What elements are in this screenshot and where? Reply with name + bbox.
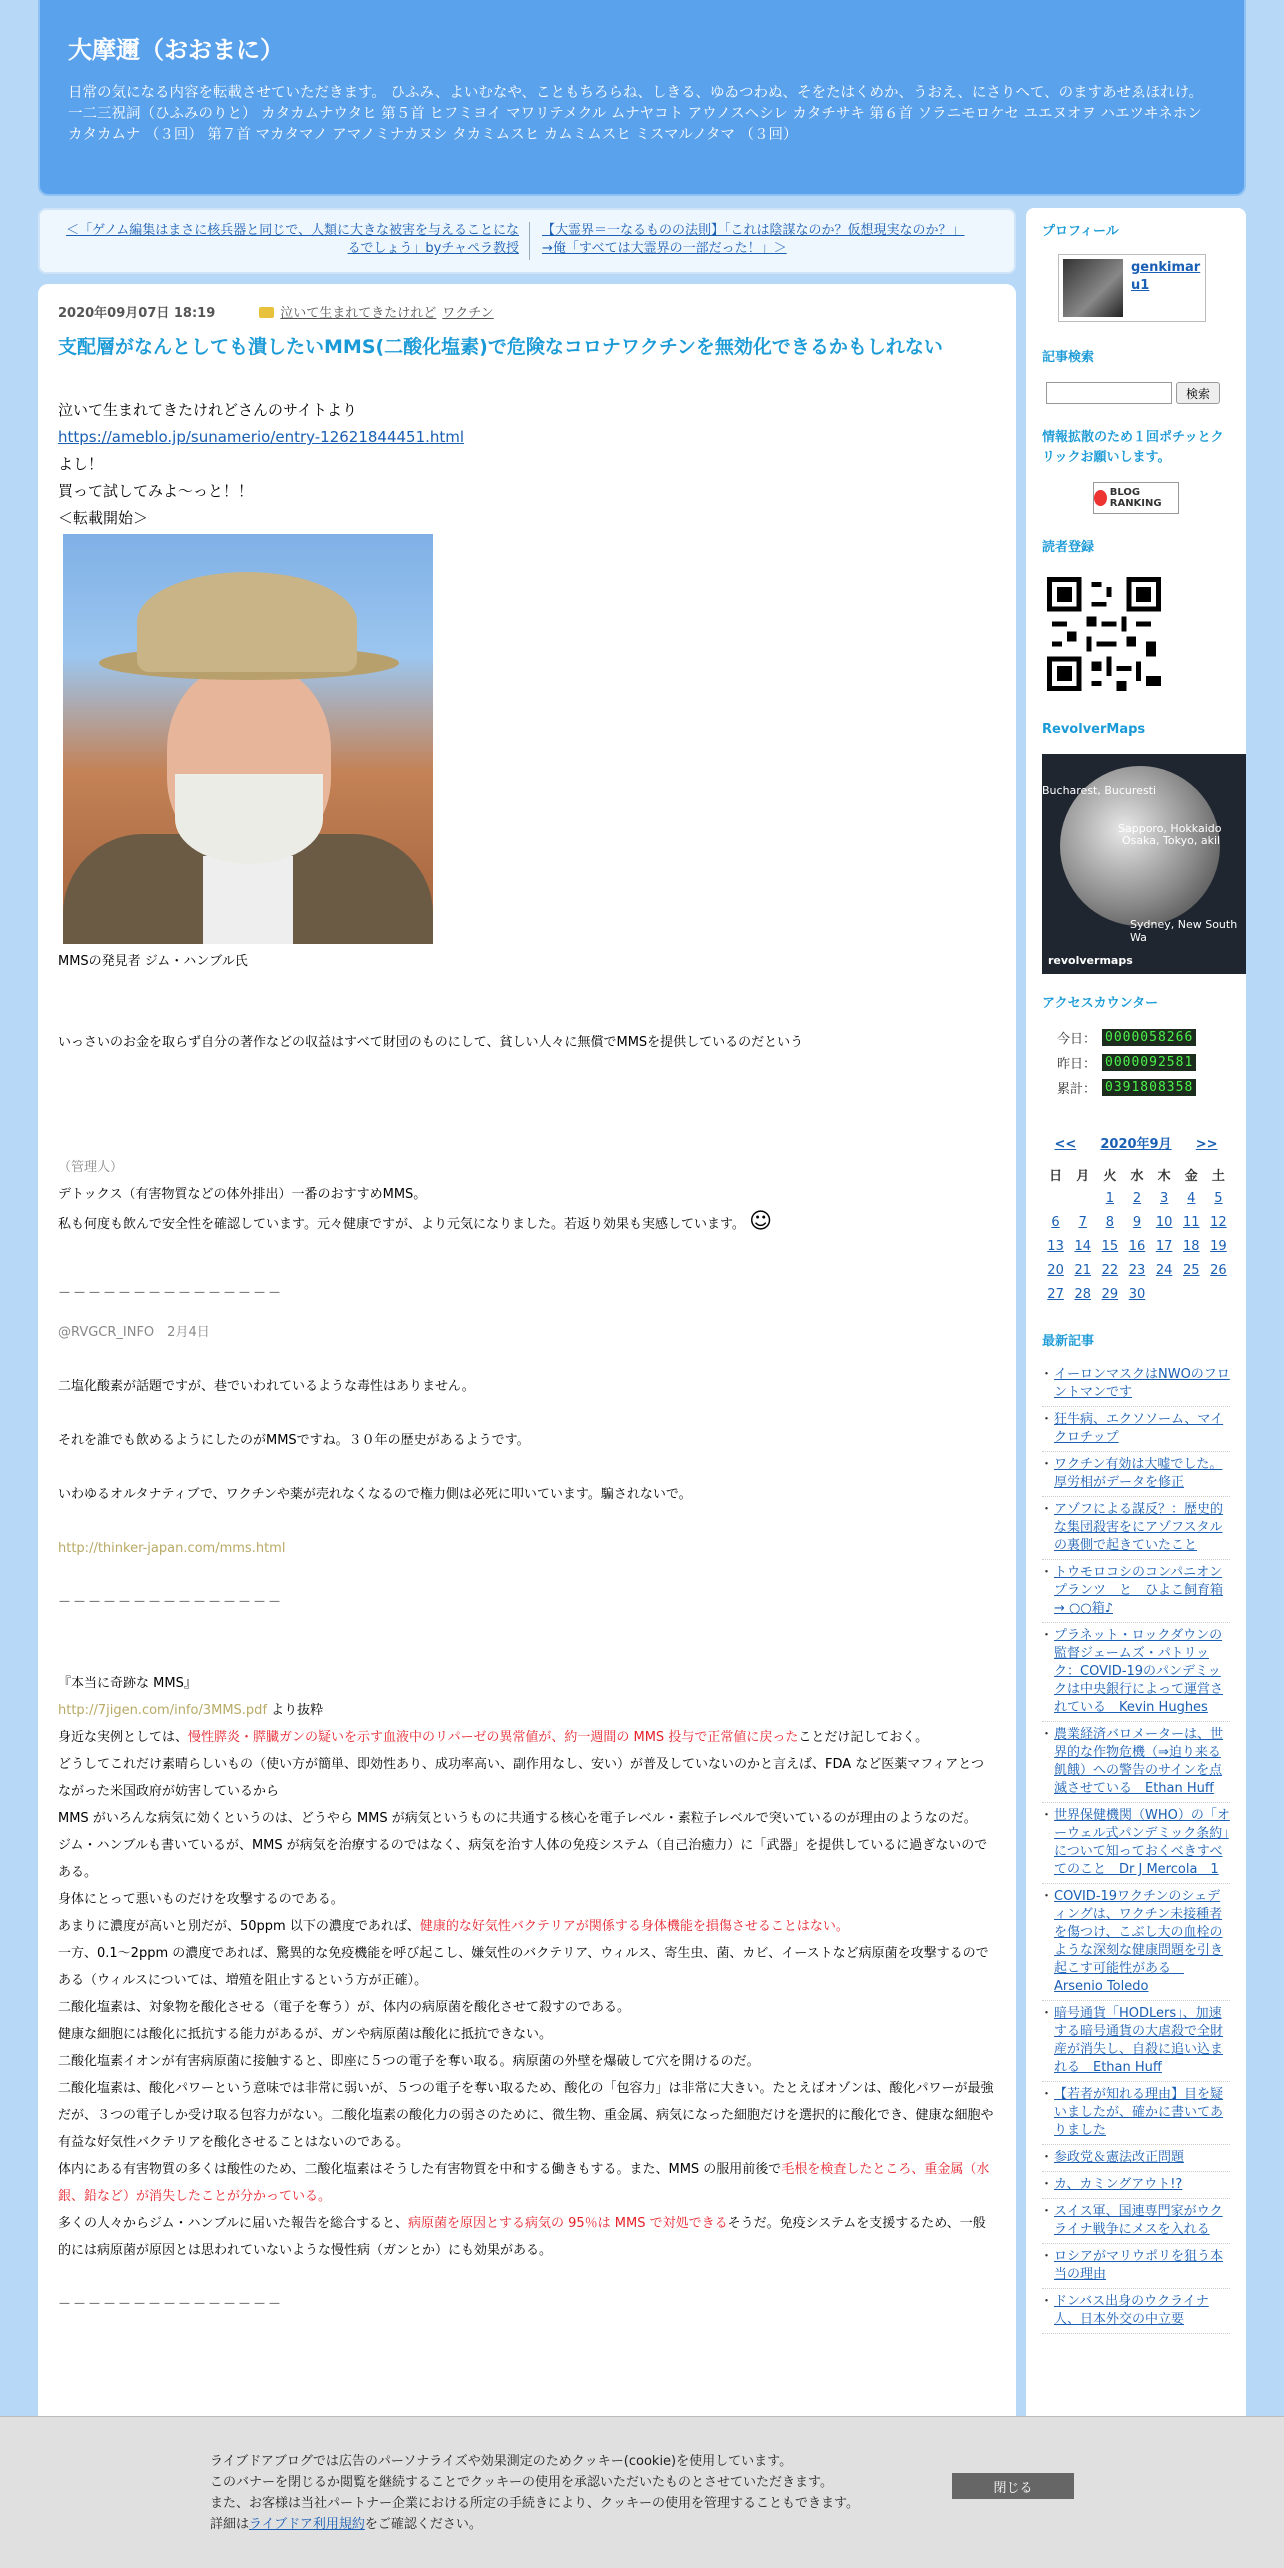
body-text: どうしてこれだけ素晴らしいもの（使い方が簡単、即効性あり、成功率高い、副作用なし、安い）が普及していないのかと言えば、FDA など医薬マフィアとつながった米国政府が妨害しているから	[58, 1757, 984, 1799]
body-text: ジム・ハンブルも書いているが、MMS が病気を治療するのではなく、病気を治す人体の免疫システム（自己治癒力）に「武器」を提供しているに過ぎないのである。	[58, 1838, 988, 1880]
search-input[interactable]	[1046, 382, 1172, 404]
calendar-day[interactable]	[1069, 1282, 1096, 1306]
highlight-text: 慢性膵炎・膵臓ガンの疑いを示す血液中のリパーゼの異常値が、約一週間の MMS 投与で正常値に戻った	[188, 1730, 799, 1745]
blog-title[interactable]: 大摩邇（おおまに）	[68, 36, 284, 64]
recent-item-link[interactable]: 【若者が知れる理由】目を疑いましたが、確かに書いてありました	[1054, 2087, 1224, 2138]
jim-humble-photo	[63, 534, 433, 944]
calendar-day[interactable]	[1151, 1186, 1178, 1210]
calendar-day[interactable]	[1069, 1210, 1096, 1234]
ranking-logo-icon	[1094, 490, 1107, 506]
sidebar	[1026, 208, 1246, 2568]
next-post-link[interactable]: 【大霊界＝一なるものの法則】「これは陰謀なのか？仮想現実なのか？」→俺「すべては大霊界の一部だった！」＞	[542, 223, 965, 256]
counter-label: 昨日：	[1056, 1057, 1096, 1072]
recent-item[interactable]	[1042, 1803, 1230, 1884]
article	[38, 284, 1016, 2568]
recent-item-link[interactable]: トウモロコシのコンパニオンプランツ と ひよこ飼育箱 → ○○箱♪	[1054, 1565, 1224, 1616]
recent-item[interactable]	[1042, 1722, 1230, 1803]
cookie-close-button[interactable]: 閉じる	[952, 2473, 1074, 2499]
calendar-day-link[interactable]: 8	[1105, 1214, 1114, 1230]
calendar-day[interactable]	[1042, 1210, 1069, 1234]
weekday: 水	[1130, 1168, 1144, 1184]
weekday: 木	[1157, 1168, 1171, 1184]
calendar-day-link[interactable]: 2	[1132, 1190, 1142, 1206]
body-text: ＜転載開始＞	[58, 509, 149, 527]
body-text: 二酸化塩素イオンが有害病原菌に接触すると、即座に５つの電子を奪い取る。病原菌の外壁を爆破して穴を開けるのだ。	[58, 2054, 760, 2069]
body-text: 二塩化酸素が話題ですが、巷でいわれているような毒性はありません。	[58, 1379, 475, 1394]
body-text: そうだ。免疫システムを支援するため、一般的には病原菌が原因とは思われていないような慢性病（ガンとか）にも効果がある。	[58, 2216, 986, 2258]
calendar-day[interactable]	[1042, 1234, 1069, 1258]
recent-item[interactable]	[1042, 1497, 1230, 1560]
post-body	[58, 397, 996, 2318]
separator: －－－－－－－－－－－－－－－	[58, 1595, 284, 1610]
recent-item-link[interactable]: 参政党＆憲法改正問題	[1054, 2150, 1185, 2165]
body-text: 買って試してみよ～っと！！	[58, 482, 254, 500]
calendar-day-link[interactable]: 11	[1183, 1214, 1200, 1230]
recent-item[interactable]	[1042, 2244, 1230, 2289]
map-label: Sydney, New South Wa	[1130, 918, 1238, 944]
body-text: 二酸化塩素は、酸化パワーという意味では非常に弱いが、５つの電子を奪い取るため、酸化の「包容力」は非常に大きい。たとえばオゾンは、酸化パワーが最強だが、３つの電子しか受け取る包容力がない。二酸化塩素の酸化力の弱さのために、微生物、重金属、病気になった細胞だけを選択的に酸化でき、健康な細胞や有益な好気性バクテリアを酸化させることはないのである。	[58, 2081, 994, 2150]
avatar[interactable]	[1063, 259, 1123, 317]
weekday: 土	[1211, 1168, 1225, 1184]
calendar-day-link[interactable]: 25	[1183, 1262, 1200, 1278]
calendar-day[interactable]	[1205, 1234, 1232, 1258]
calendar-day-link[interactable]: 12	[1210, 1214, 1227, 1230]
calendar-day-link[interactable]: 19	[1210, 1238, 1227, 1254]
calendar-day-link[interactable]: 20	[1047, 1262, 1064, 1278]
calendar-day[interactable]	[1096, 1258, 1123, 1282]
separator: －－－－－－－－－－－－－－－	[58, 2297, 284, 2312]
calendar-day-link[interactable]: 30	[1128, 1286, 1146, 1302]
recent-item-link[interactable]: スイス軍、国連専門家がウクライナ戦争にメスを入れる	[1054, 2204, 1223, 2237]
cookie-line: また、お客様は当社パートナー企業における所定の手続きにより、クッキーの使用を管理することもできます。	[210, 2496, 859, 2511]
folder-icon	[259, 307, 274, 318]
search-heading: 記事検索	[1042, 350, 1095, 365]
body-text: @RVGCR_INFO 2月4日	[58, 1325, 210, 1340]
recent-item[interactable]	[1042, 2082, 1230, 2145]
highlight-text: 病原菌を原因とする病気の 95％は MMS で対処できる	[407, 2216, 728, 2231]
reader-heading: 読者登録	[1042, 540, 1095, 555]
calendar-day-link[interactable]: 17	[1155, 1238, 1173, 1254]
ranking-heading: 情報拡散のため１回ポチッとクリックお願いします。	[1042, 430, 1224, 465]
calendar-day[interactable]	[1123, 1258, 1150, 1282]
highlight-text: 毛根を検査したところ、重金属（水銀、鉛など）が消失したことが分かっている。	[58, 2162, 990, 2204]
calendar-day[interactable]	[1123, 1234, 1150, 1258]
recent-item-link[interactable]: ドンバス出身のウクライナ人、日本外交の中立要	[1054, 2294, 1209, 2327]
pdf-link[interactable]: http://7jigen.com/info/3MMS.pdf	[58, 1703, 268, 1718]
cookie-line: をご確認ください。	[364, 2517, 482, 2532]
calendar-day	[1151, 1282, 1178, 1306]
cookie-line: 詳細は	[210, 2517, 250, 2532]
body-text: いわゆるオルタナティブで、ワクチンや薬が売れなくなるので権力側は必死に叩いています。騙されないで。	[58, 1487, 692, 1502]
terms-link[interactable]: ライブドア利用規約	[249, 2517, 365, 2532]
calendar-day-link[interactable]: 6	[1051, 1214, 1060, 1230]
cookie-line: ライブドアブログでは広告のパーソナライズや効果測定のためクッキー(cookie)を使用しています。	[210, 2454, 793, 2469]
separator: －－－－－－－－－－－－－－－	[58, 1286, 284, 1301]
calendar-day[interactable]	[1069, 1258, 1096, 1282]
recent-item[interactable]	[1042, 2289, 1230, 2334]
ranking-text: BLOG RANKING	[1109, 487, 1162, 509]
calendar-day[interactable]	[1123, 1210, 1150, 1234]
body-text: 身体にとって悪いものだけを攻撃するのである。	[58, 1892, 344, 1907]
calendar-day[interactable]	[1151, 1258, 1178, 1282]
recent-item[interactable]	[1042, 1452, 1230, 1497]
calendar-day[interactable]	[1096, 1234, 1123, 1258]
calendar-day[interactable]	[1042, 1282, 1069, 1306]
recent-item[interactable]	[1042, 1623, 1230, 1722]
cookie-line: このバナーを閉じるか閲覧を継続することでクッキーの使用を承認いただいたものとさせていただきます。	[210, 2475, 833, 2490]
source-link[interactable]: https://ameblo.jp/sunamerio/entry-12621844451.html	[58, 428, 465, 446]
counter-value: 0000058266	[1102, 1029, 1196, 1046]
recent-item-link[interactable]: カ、カミングアウト!?	[1054, 2177, 1183, 2192]
blog-header	[38, 0, 1246, 196]
calendar-day[interactable]	[1151, 1210, 1178, 1234]
category-link[interactable]: 泣いて生まれてきたけれど	[280, 306, 437, 321]
calendar-day-link[interactable]: 13	[1047, 1238, 1064, 1254]
recent-item[interactable]	[1042, 2199, 1230, 2244]
calendar-day-link[interactable]: 9	[1132, 1214, 1142, 1230]
blog-description: 日常の気になる内容を転載させていただきます。 ひふみ、よいむなや、こともちろらね、しきる、ゆゐつわぬ、そをたはくめか、うおえ、にさりへて、のますあせゑほれけ。一二三祝詞（ひふみのりと） カタカムナウタヒ 第５首 ヒフミヨイ マワリテメクル ムナヤコト アウノスヘシレ カタチサキ 第６首 ソラニモロケセ ユエヌオヲ ハエツヰネホン カタカムナ （３回） 第７首 マカタマノ アマノミナカヌシ タカミムスヒ カムミムスヒ ミスマルノタマ （３回）	[68, 85, 1204, 143]
map-label: Bucharest, Bucuresti	[1042, 784, 1157, 797]
search-form	[1042, 382, 1230, 404]
calendar-day-link[interactable]: 27	[1047, 1286, 1064, 1302]
recent-item[interactable]	[1042, 1362, 1230, 1407]
counter-value: 0000092581	[1102, 1054, 1196, 1071]
counter-heading: アクセスカウンター	[1042, 996, 1159, 1011]
body-text: 一方、0.1～2ppm の濃度であれば、驚異的な免疫機能を呼び起こし、嫌気性のバクテリア、ウィルス、寄生虫、菌、カビ、イーストなど病原菌を攻撃するのである（ウィルスについては、増殖を阻止するという方が正確）。	[58, 1946, 989, 1988]
calendar-day	[1069, 1186, 1096, 1210]
recent-item-link[interactable]: 狂牛病、エクソソーム、マイクロチップ	[1054, 1412, 1224, 1445]
calendar-day[interactable]	[1069, 1234, 1096, 1258]
cookie-banner	[0, 2416, 1284, 2568]
calendar-day-link[interactable]: 14	[1074, 1238, 1091, 1254]
calendar-day[interactable]	[1151, 1234, 1178, 1258]
body-text: 健康な細胞には酸化に抵抗する能力があるが、ガンや病原菌は酸化に抵抗できない。	[58, 2027, 553, 2042]
body-text: 体内にある有害物質の多くは酸性のため、二酸化塩素はそうした有害物質を中和する働きもする。また、MMS の服用前後で	[58, 2162, 782, 2177]
calendar-day-link[interactable]: 3	[1159, 1190, 1169, 1206]
profile-heading: プロフィール	[1042, 224, 1119, 239]
calendar-day-link[interactable]: 28	[1074, 1286, 1091, 1302]
calendar-day[interactable]	[1096, 1210, 1123, 1234]
body-text: より抜粋	[267, 1703, 324, 1718]
calendar-prev[interactable]: <<	[1054, 1137, 1077, 1152]
calendar-day	[1205, 1282, 1232, 1306]
weekday: 月	[1076, 1168, 1090, 1184]
search-button[interactable]: 検索	[1176, 382, 1220, 404]
body-text: 二酸化塩素は、対象物を酸化させる（電子を奪う）が、体内の病原菌を酸化させて殺すのである。	[58, 2000, 631, 2015]
category-link[interactable]: ワクチン	[442, 306, 494, 321]
counter-value: 0391808358	[1102, 1079, 1196, 1096]
post-pager	[38, 208, 1016, 274]
calendar-day-link[interactable]: 4	[1187, 1190, 1196, 1206]
calendar-day[interactable]	[1205, 1258, 1232, 1282]
calendar-day[interactable]	[1178, 1186, 1205, 1210]
body-text: いっさいのお金を取らず自分の著作などの収益はすべて財団のものにして、貧しい人々に無償でMMSを提供しているのだという	[58, 1035, 804, 1050]
body-text: デトックス（有害物質などの体外排出）一番のおすすめMMS。	[58, 1187, 427, 1202]
recent-item[interactable]	[1042, 1884, 1230, 2001]
qr-code[interactable]	[1042, 572, 1166, 696]
counter-label: 今日：	[1056, 1032, 1096, 1047]
highlight-text: 健康的な好気性バクテリアが関係する身体機能を損傷させることはない。	[419, 1919, 849, 1934]
recent-item-link[interactable]: プラネット・ロックダウンの監督ジェームズ・パトリック：COVID-19のパンデミックは中央銀行によって運営されている Kevin Hughes	[1054, 1628, 1224, 1715]
body-text: それを誰でも飲めるようにしたのがMMSですね。３０年の歴史があるようです。	[58, 1433, 530, 1448]
recent-item-link[interactable]: イーロンマスクはNWOのフロントマンです	[1054, 1367, 1230, 1400]
weekday: 日	[1049, 1168, 1063, 1184]
recent-item-link[interactable]: ワクチン有効は大嘘でした。厚労相がデータを修正	[1054, 1457, 1223, 1490]
weekday: 火	[1103, 1168, 1117, 1184]
calendar-day[interactable]	[1178, 1234, 1205, 1258]
calendar-day[interactable]	[1096, 1186, 1123, 1210]
post-title[interactable]: 支配層がなんとしても潰したいMMS(二酸化塩素)で危険なコロナワクチンを無効化できるかもしれない	[58, 336, 943, 358]
recent-item-link[interactable]: 世界保健機関（WHO）の「オーウェル式パンデミック条約」について知っておくべきすべてのこと Dr J Mercola 1	[1054, 1808, 1230, 1877]
calendar-day-link[interactable]: 24	[1155, 1262, 1173, 1278]
calendar-day-link[interactable]: 29	[1101, 1286, 1119, 1302]
body-text: 身近な実例としては、	[58, 1730, 189, 1745]
body-text: ことだけ記しておく。	[798, 1730, 929, 1745]
calendar-day-link[interactable]: 16	[1128, 1238, 1146, 1254]
recent-item-link[interactable]: アゾフによる謀反？：歴史的な集団殺害をにアゾフスタルの裏側で起きていたこと	[1054, 1502, 1224, 1553]
recent-item[interactable]	[1042, 1407, 1230, 1452]
calendar-day-link[interactable]: 7	[1078, 1214, 1087, 1230]
recent-item[interactable]	[1042, 2001, 1230, 2082]
body-text: 私も何度も飲んで安全性を確認しています。元々健康ですが、より元気になりました。若返り効果も実感しています。	[58, 1217, 745, 1232]
calendar-day[interactable]	[1123, 1186, 1150, 1210]
body-text: MMS がいろんな病気に効くというのは、どうやら MMS が病気というものに共通する核心を電子レベル・素粒子レベルで突いているのが理由のようなのだ。	[58, 1811, 977, 1826]
calendar-day-link[interactable]: 15	[1101, 1238, 1119, 1254]
profile-name-link[interactable]: genkimaru1	[1131, 260, 1201, 293]
calendar-day-link[interactable]: 23	[1128, 1262, 1146, 1278]
access-counter	[1042, 1028, 1230, 1097]
post-date: 2020年09月07日 18:19	[58, 306, 216, 321]
body-text: 『本当に奇跡な MMS』	[58, 1676, 197, 1691]
body-text: （管理人）	[58, 1160, 124, 1175]
map-brand[interactable]: revolvermaps	[1048, 954, 1133, 967]
maps-heading: RevolverMaps	[1042, 722, 1146, 737]
recent-item-link[interactable]: ロシアがマリウポリを狙う本当の理由	[1054, 2249, 1224, 2282]
calendar-day[interactable]	[1205, 1186, 1232, 1210]
recent-item[interactable]	[1042, 2145, 1230, 2172]
recent-item-link[interactable]: 農業経済バロメーターは、世界的な作物危機（⇒迫り来る飢餓）への警告のサインを点滅させている Ethan Huff	[1054, 1727, 1224, 1796]
calendar-day	[1042, 1186, 1069, 1210]
prev-post-link[interactable]: ＜「ゲノム編集はまさに核兵器と同じで、人類に大きな被害を与えることになるでしょう」byチャペラ教授	[66, 223, 519, 256]
recent-item-link[interactable]: 暗号通貨「HODLers」、加速する暗号通貨の大虐殺で全財産が消失し、自殺に追い込まれる Ethan Huff	[1054, 2006, 1224, 2075]
calendar-day	[1178, 1282, 1205, 1306]
calendar-day[interactable]	[1042, 1258, 1069, 1282]
post-meta	[58, 302, 996, 321]
calendar-day[interactable]	[1178, 1258, 1205, 1282]
calendar-grid	[1042, 1162, 1232, 1306]
smile-icon: ☺	[749, 1209, 772, 1234]
recent-item[interactable]	[1042, 1560, 1230, 1623]
calendar-next[interactable]: >>	[1195, 1137, 1218, 1152]
calendar	[1042, 1133, 1230, 1306]
calendar-day-link[interactable]: 1	[1105, 1190, 1114, 1206]
recent-posts	[1042, 1332, 1230, 2334]
calendar-day[interactable]	[1123, 1282, 1150, 1306]
weekday: 金	[1184, 1168, 1198, 1184]
profile-box[interactable]	[1058, 254, 1206, 322]
blog-ranking-banner[interactable]	[1093, 482, 1179, 514]
calendar-month[interactable]: 2020年9月	[1100, 1137, 1172, 1152]
counter-label: 累計：	[1056, 1082, 1096, 1097]
recent-list	[1042, 1362, 1230, 2334]
calendar-day-link[interactable]: 5	[1214, 1190, 1223, 1206]
body-text: 泣いて生まれてきたけれどさんのサイトより	[58, 401, 357, 419]
body-text: あまりに濃度が高いと別だが、50ppm 以下の濃度であれば、	[58, 1919, 420, 1934]
calendar-day-link[interactable]: 26	[1210, 1262, 1227, 1278]
map-label: Sapporo, Hokkaido	[1118, 822, 1222, 835]
body-text: よし！	[58, 455, 104, 473]
calendar-day-link[interactable]: 18	[1183, 1238, 1200, 1254]
recent-heading: 最新記事	[1042, 1334, 1095, 1349]
calendar-day-link[interactable]: 21	[1074, 1262, 1091, 1278]
calendar-day-link[interactable]: 22	[1101, 1262, 1119, 1278]
map-label: Osaka, Tokyo, akil	[1122, 834, 1221, 847]
cookie-text	[210, 2451, 859, 2535]
photo-caption: MMSの発見者 ジム・ハンブル氏	[58, 954, 248, 969]
calendar-body	[1042, 1186, 1232, 1306]
calendar-day[interactable]	[1096, 1282, 1123, 1306]
thinker-link[interactable]: http://thinker-japan.com/mms.html	[58, 1541, 286, 1556]
recent-item-link[interactable]: COVID-19ワクチンのシェディングは、ワクチン未接種者を傷つけ、こぶし大の血栓のような深刻な健康問題を引き起こす可能性がある Arsenio Toledo	[1054, 1889, 1224, 1994]
calendar-day-link[interactable]: 10	[1155, 1214, 1173, 1230]
revolver-map-widget[interactable]	[1042, 754, 1246, 974]
body-text: 多くの人々からジム・ハンブルに届いた報告を総合すると、	[58, 2216, 408, 2231]
calendar-day[interactable]	[1178, 1210, 1205, 1234]
calendar-day[interactable]	[1205, 1210, 1232, 1234]
recent-item[interactable]	[1042, 2172, 1230, 2199]
